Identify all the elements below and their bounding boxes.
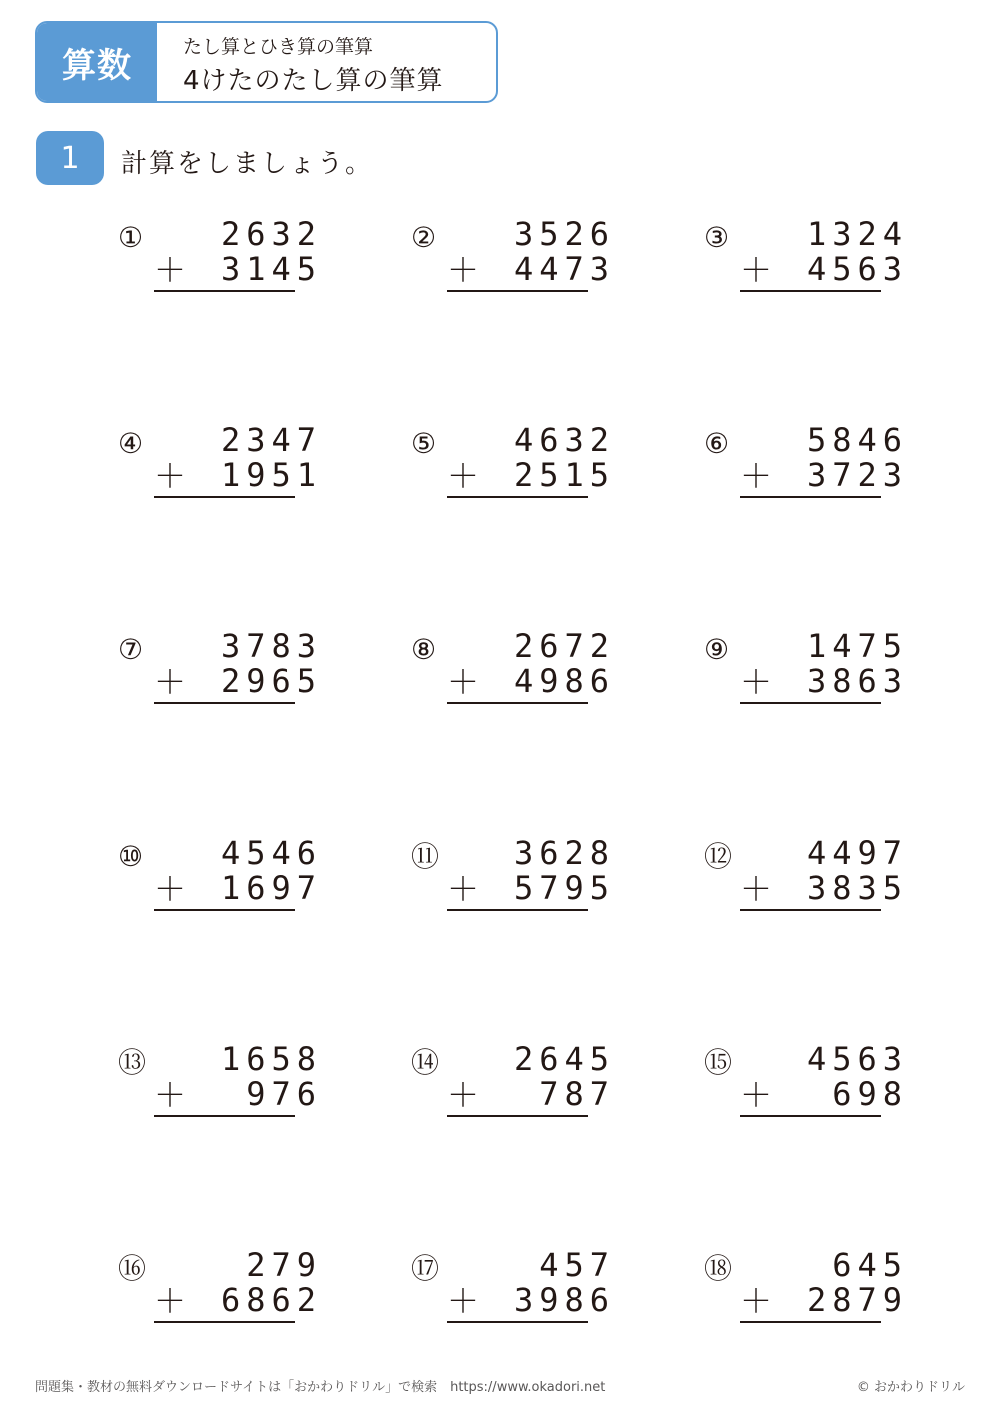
addend-bottom: 976: [246, 1075, 322, 1113]
plus-sign: ＋: [154, 1282, 187, 1320]
addend-bottom: 5795: [513, 869, 615, 907]
addend-bottom: 3723: [806, 456, 908, 494]
plus-sign: ＋: [740, 251, 773, 289]
problem-16: [118, 1246, 322, 1337]
addend-bottom: 4986: [513, 662, 615, 700]
answer-line: [740, 1115, 881, 1117]
addend-bottom: 3863: [806, 662, 908, 700]
addend-top: 457: [539, 1246, 615, 1284]
addend-bottom: 698: [832, 1075, 908, 1113]
answer-line: [447, 909, 588, 911]
problem-number: ⑦: [118, 633, 144, 666]
plus-sign: ＋: [740, 1076, 773, 1114]
problem-number: ④: [118, 427, 144, 460]
plus-sign: ＋: [154, 457, 187, 495]
question-number-badge: 1: [36, 131, 104, 185]
addend-top: 4497: [806, 834, 908, 872]
plus-sign: ＋: [447, 251, 480, 289]
instruction-text: 計算をしましょう。: [121, 149, 374, 179]
addend-bottom: 3835: [806, 869, 908, 907]
problem-number: ②: [411, 221, 437, 254]
addend-bottom: 4563: [806, 250, 908, 288]
plus-sign: ＋: [740, 457, 773, 495]
addend-top: 2645: [513, 1040, 615, 1078]
addend-bottom: 2879: [806, 1281, 908, 1319]
answer-line: [154, 1115, 295, 1117]
problem-number: ⑩: [118, 840, 144, 873]
problem-number: ⑧: [411, 633, 437, 666]
problem-number: ⑬: [118, 1046, 147, 1079]
problem-number: ⑫: [704, 840, 733, 873]
problem-2: [411, 215, 615, 306]
problem-number: ⑭: [411, 1046, 440, 1079]
problem-number: ⑰: [411, 1252, 440, 1285]
problem-14: [411, 1040, 615, 1131]
answer-line: [154, 1321, 295, 1323]
problem-17: [411, 1246, 615, 1337]
problem-number: ⑥: [704, 427, 730, 460]
footer-site-note: 問題集・教材の無料ダウンロードサイトは「おかわりドリル」で検索 https://www.okadori.net: [35, 1380, 606, 1395]
page-title: 4けたのたし算の筆算: [183, 66, 444, 96]
answer-line: [447, 496, 588, 498]
answer-line: [154, 290, 295, 292]
plus-sign: ＋: [447, 1282, 480, 1320]
answer-line: [740, 290, 881, 292]
addend-bottom: 3986: [513, 1281, 615, 1319]
problem-6: [704, 421, 908, 512]
addend-top: 645: [832, 1246, 908, 1284]
addend-top: 2347: [220, 421, 322, 459]
problem-8: [411, 627, 615, 718]
addend-bottom: 4473: [513, 250, 615, 288]
problem-15: [704, 1040, 908, 1131]
problem-number: ⑮: [704, 1046, 733, 1079]
addend-top: 5846: [806, 421, 908, 459]
problem-10: [118, 834, 322, 925]
addend-bottom: 6862: [220, 1281, 322, 1319]
addend-top: 1324: [806, 215, 908, 253]
problem-number: ⑨: [704, 633, 730, 666]
addend-top: 2632: [220, 215, 322, 253]
answer-line: [154, 909, 295, 911]
addend-bottom: 787: [539, 1075, 615, 1113]
worksheet-header: [35, 21, 498, 103]
problem-11: [411, 834, 615, 925]
addend-top: 4546: [220, 834, 322, 872]
answer-line: [740, 702, 881, 704]
addend-top: 1475: [806, 627, 908, 665]
addend-top: 279: [246, 1246, 322, 1284]
answer-line: [154, 496, 295, 498]
addend-top: 4563: [806, 1040, 908, 1078]
addend-top: 1658: [220, 1040, 322, 1078]
answer-line: [447, 1321, 588, 1323]
addend-top: 3783: [220, 627, 322, 665]
plus-sign: ＋: [740, 870, 773, 908]
answer-line: [447, 290, 588, 292]
problem-18: [704, 1246, 908, 1337]
problem-9: [704, 627, 908, 718]
problem-number: ③: [704, 221, 730, 254]
problem-number: ①: [118, 221, 144, 254]
plus-sign: ＋: [154, 663, 187, 701]
problem-13: [118, 1040, 322, 1131]
category-label: たし算とひき算の筆算: [183, 36, 374, 58]
problem-1: [118, 215, 322, 306]
plus-sign: ＋: [447, 457, 480, 495]
answer-line: [740, 496, 881, 498]
problem-3: [704, 215, 908, 306]
plus-sign: ＋: [154, 870, 187, 908]
problem-12: [704, 834, 908, 925]
plus-sign: ＋: [447, 663, 480, 701]
answer-line: [740, 1321, 881, 1323]
addend-bottom: 2515: [513, 456, 615, 494]
plus-sign: ＋: [447, 1076, 480, 1114]
plus-sign: ＋: [447, 870, 480, 908]
answer-line: [447, 1115, 588, 1117]
answer-line: [740, 909, 881, 911]
problem-5: [411, 421, 615, 512]
footer-copyright: © おかわりドリル: [856, 1380, 965, 1395]
problem-number: ⑤: [411, 427, 437, 460]
addend-top: 3628: [513, 834, 615, 872]
problem-4: [118, 421, 322, 512]
plus-sign: ＋: [740, 663, 773, 701]
answer-line: [447, 702, 588, 704]
plus-sign: ＋: [740, 1282, 773, 1320]
subject-badge: 算数: [37, 23, 157, 101]
problem-7: [118, 627, 322, 718]
addend-bottom: 2965: [220, 662, 322, 700]
problem-number: ⑯: [118, 1252, 147, 1285]
plus-sign: ＋: [154, 1076, 187, 1114]
addend-top: 2672: [513, 627, 615, 665]
plus-sign: ＋: [154, 251, 187, 289]
addend-bottom: 1951: [220, 456, 322, 494]
answer-line: [154, 702, 295, 704]
addend-top: 3526: [513, 215, 615, 253]
addend-top: 4632: [513, 421, 615, 459]
addend-bottom: 3145: [220, 250, 322, 288]
addend-bottom: 1697: [220, 869, 322, 907]
problem-number: ⑪: [411, 840, 440, 873]
problem-number: ⑱: [704, 1252, 733, 1285]
